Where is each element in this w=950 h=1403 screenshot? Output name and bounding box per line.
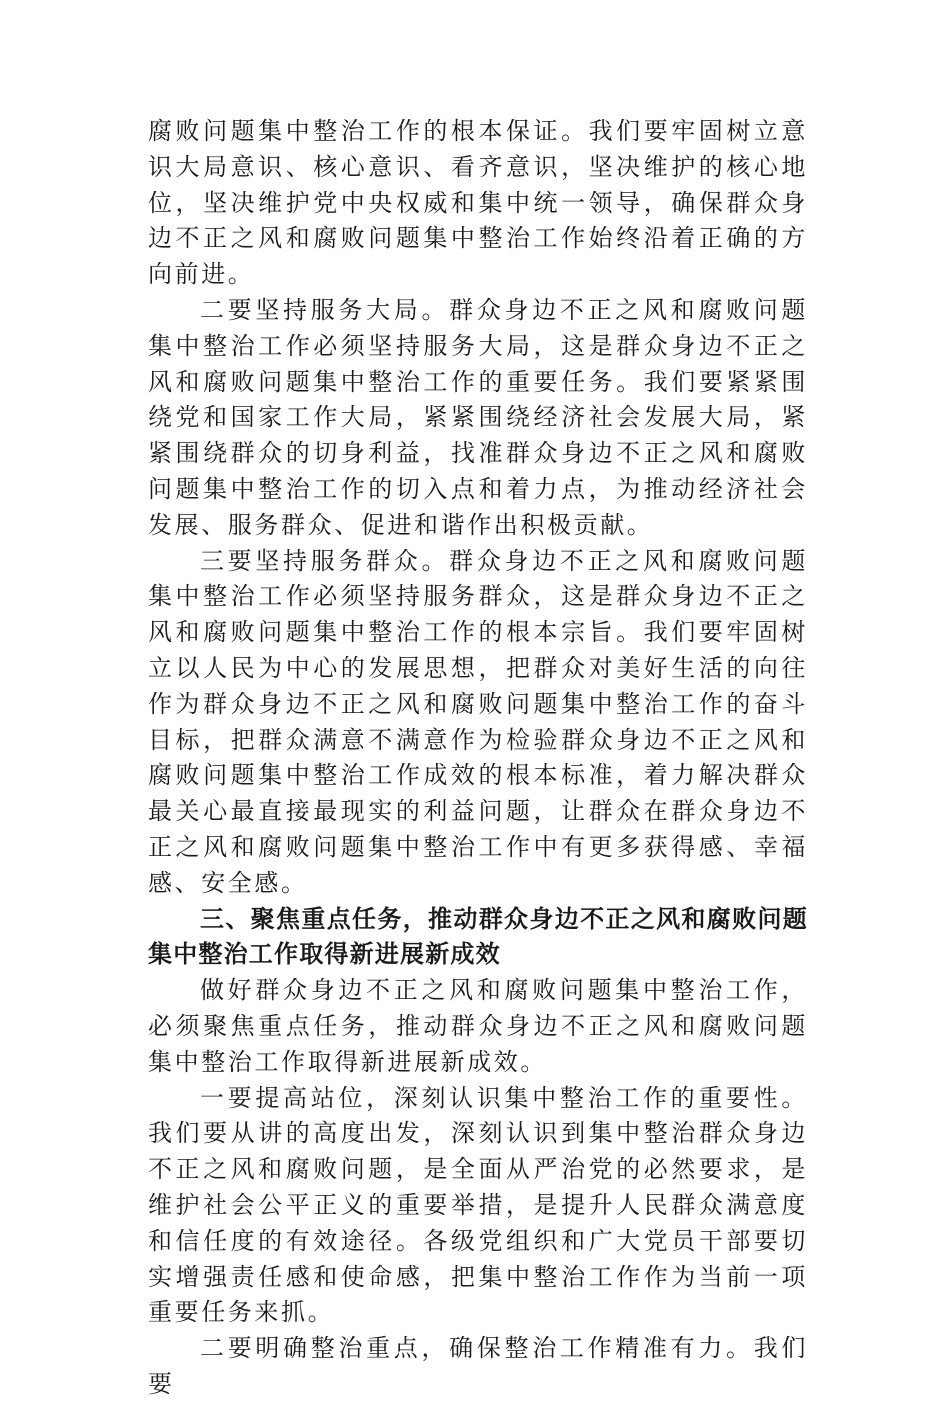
section-heading: 三、聚焦重点任务，推动群众身边不正之风和腐败问题集中整治工作取得新进展新成效	[148, 904, 808, 969]
body-paragraph: 做好群众身边不正之风和腐败问题集中整治工作，必须聚焦重点任务，推动群众身边不正之风和腐败问题集中整治工作取得新进展新成效。	[148, 976, 808, 1076]
document-page	[148, 114, 808, 1403]
body-paragraph: 二要明确整治重点，确保整治工作精准有力。我们要	[148, 1334, 808, 1398]
body-paragraph: 一要提高站位，深刻认识集中整治工作的重要性。我们要从讲的高度出发，深刻认识到集中整治群众身边不正之风和腐败问题，是全面从严治党的必然要求，是维护社会公平正义的重要举措，是提升人民群众满意度和信任度的有效途径。各级党组织和广大党员干部要切实增强责任感和使命感，把集中整治工作作为当前一项重要任务来抓。	[148, 1083, 808, 1327]
body-paragraph: 三要坚持服务群众。群众身边不正之风和腐败问题集中整治工作必须坚持服务群众，这是群众身边不正之风和腐败问题集中整治工作的根本宗旨。我们要牢固树立以人民为中心的发展思想，把群众对美好生活的向往作为群众身边不正之风和腐败问题集中整治工作的奋斗目标，把群众满意不满意作为检验群众身边不正之风和腐败问题集中整治工作成效的根本标准，着力解决群众最关心最直接最现实的利益问题，让群众在群众身边不正之风和腐败问题集中整治工作中有更多获得感、幸福感、安全感。	[148, 546, 808, 897]
body-paragraph: 二要坚持服务大局。群众身边不正之风和腐败问题集中整治工作必须坚持服务大局，这是群众身边不正之风和腐败问题集中整治工作的重要任务。我们要紧紧围绕党和国家工作大局，紧紧围绕经济社会发展大局，紧紧围绕群众的切身利益，找准群众身边不正之风和腐败问题集中整治工作的切入点和着力点，为推动经济社会发展、服务群众、促进和谐作出积极贡献。	[148, 295, 808, 539]
body-paragraph: 腐败问题集中整治工作的根本保证。我们要牢固树立意识大局意识、核心意识、看齐意识，坚决维护的核心地位，坚决维护党中央权威和集中统一领导，确保群众身边不正之风和腐败问题集中整治工作始终沿着正确的方向前进。	[148, 117, 808, 289]
